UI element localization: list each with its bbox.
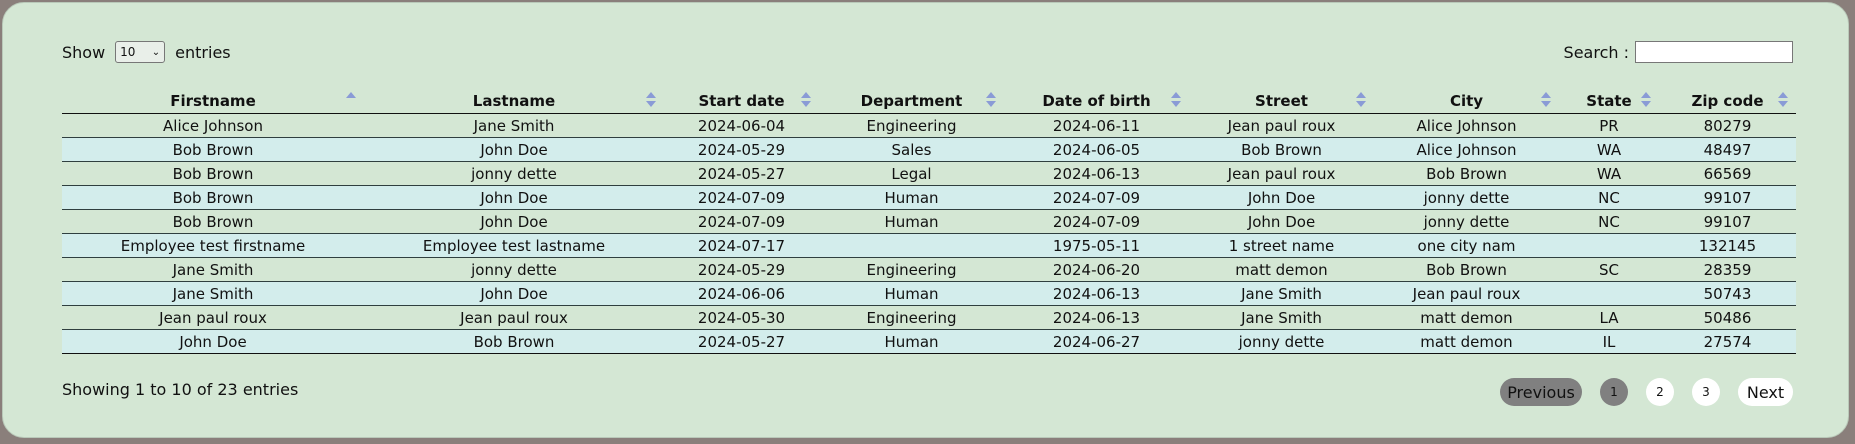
table-cell: Jean paul roux bbox=[364, 306, 664, 330]
table-cell: 2024-07-09 bbox=[1004, 210, 1189, 234]
column-header-label: Date of birth bbox=[1042, 92, 1151, 110]
table-cell: Human bbox=[819, 282, 1004, 306]
table-cell: Employee test lastname bbox=[364, 234, 664, 258]
table-cell: jonny dette bbox=[1374, 186, 1559, 210]
sort-icon bbox=[1356, 92, 1366, 108]
table-cell: jonny dette bbox=[1374, 210, 1559, 234]
table-cell: 28359 bbox=[1659, 258, 1796, 282]
table-cell: Employee test firstname bbox=[62, 234, 364, 258]
column-header-label: Department bbox=[860, 92, 963, 110]
table-cell: Engineering bbox=[819, 258, 1004, 282]
table-cell: John Doe bbox=[364, 282, 664, 306]
table-row bbox=[62, 282, 1796, 306]
table-cell: Jane Smith bbox=[1189, 306, 1374, 330]
table-cell: 2024-05-29 bbox=[664, 258, 819, 282]
table-cell: 2024-06-06 bbox=[664, 282, 819, 306]
table-cell: matt demon bbox=[1189, 258, 1374, 282]
table-cell: Human bbox=[819, 330, 1004, 354]
table-cell: 2024-07-09 bbox=[664, 186, 819, 210]
entries-label: entries bbox=[175, 42, 231, 62]
previous-button[interactable]: Previous bbox=[1500, 378, 1582, 406]
table-cell: NC bbox=[1559, 210, 1659, 234]
table-cell: 132145 bbox=[1659, 234, 1796, 258]
sort-ascending-icon bbox=[346, 92, 356, 108]
table-row bbox=[62, 330, 1796, 354]
search-control bbox=[1564, 41, 1793, 63]
header-row bbox=[62, 89, 1796, 114]
table-cell: jonny dette bbox=[364, 258, 664, 282]
table-cell: Bob Brown bbox=[1374, 258, 1559, 282]
table-cell: 2024-07-09 bbox=[664, 210, 819, 234]
table-cell: John Doe bbox=[364, 138, 664, 162]
table-cell: Jean paul roux bbox=[1374, 282, 1559, 306]
table-row bbox=[62, 162, 1796, 186]
pagination bbox=[1500, 378, 1793, 406]
column-header-label: Firstname bbox=[170, 92, 256, 110]
table-cell: Bob Brown bbox=[62, 186, 364, 210]
table-cell: Bob Brown bbox=[62, 162, 364, 186]
table-cell: Alice Johnson bbox=[62, 114, 364, 138]
table-cell: 1 street name bbox=[1189, 234, 1374, 258]
entries-per-page-value: 10 bbox=[120, 45, 136, 59]
table-cell: John Doe bbox=[1189, 186, 1374, 210]
page-1-button[interactable]: 1 bbox=[1600, 378, 1628, 406]
table-cell: Jane Smith bbox=[62, 258, 364, 282]
table-cell: 2024-06-27 bbox=[1004, 330, 1189, 354]
table-cell: Jean paul roux bbox=[62, 306, 364, 330]
table-cell: Jean paul roux bbox=[1189, 162, 1374, 186]
table-cell: Bob Brown bbox=[1374, 162, 1559, 186]
table-row bbox=[62, 138, 1796, 162]
table-row bbox=[62, 114, 1796, 138]
column-header-label: Start date bbox=[698, 92, 785, 110]
table-cell: 2024-05-27 bbox=[664, 162, 819, 186]
column-header-label: State bbox=[1586, 92, 1632, 110]
table-cell: 2024-07-09 bbox=[1004, 186, 1189, 210]
next-button[interactable]: Next bbox=[1738, 378, 1793, 406]
table-cell: John Doe bbox=[1189, 210, 1374, 234]
table-cell: Bob Brown bbox=[62, 138, 364, 162]
table-body bbox=[62, 114, 1796, 354]
table-cell: Legal bbox=[819, 162, 1004, 186]
show-label: Show bbox=[62, 42, 106, 62]
table-cell: Jane Smith bbox=[364, 114, 664, 138]
table-cell bbox=[1559, 282, 1659, 306]
table-cell: 80279 bbox=[1659, 114, 1796, 138]
table-cell: Engineering bbox=[819, 306, 1004, 330]
table-cell: jonny dette bbox=[364, 162, 664, 186]
sort-icon bbox=[801, 92, 811, 108]
table-cell: John Doe bbox=[364, 186, 664, 210]
table-cell: Bob Brown bbox=[62, 210, 364, 234]
table-cell: 99107 bbox=[1659, 210, 1796, 234]
column-header-label: Street bbox=[1255, 92, 1308, 110]
table-cell: 2024-06-05 bbox=[1004, 138, 1189, 162]
length-control bbox=[62, 41, 231, 63]
chevron-down-icon: ⌄ bbox=[151, 46, 161, 58]
table-cell: Bob Brown bbox=[364, 330, 664, 354]
table-cell: Alice Johnson bbox=[1374, 114, 1559, 138]
column-header[interactable] bbox=[1189, 89, 1374, 114]
table-cell: 2024-06-13 bbox=[1004, 306, 1189, 330]
table-row bbox=[62, 234, 1796, 258]
table-cell: 99107 bbox=[1659, 186, 1796, 210]
table-cell: 2024-06-11 bbox=[1004, 114, 1189, 138]
table-cell: Jane Smith bbox=[1189, 282, 1374, 306]
table-cell: Sales bbox=[819, 138, 1004, 162]
table-row bbox=[62, 186, 1796, 210]
table-cell: Engineering bbox=[819, 114, 1004, 138]
table-cell: Alice Johnson bbox=[1374, 138, 1559, 162]
sort-icon bbox=[986, 92, 996, 108]
table-row bbox=[62, 210, 1796, 234]
table-cell bbox=[1559, 234, 1659, 258]
table-row bbox=[62, 306, 1796, 330]
table-cell: 48497 bbox=[1659, 138, 1796, 162]
table-cell: 27574 bbox=[1659, 330, 1796, 354]
table-cell: 2024-06-13 bbox=[1004, 282, 1189, 306]
table-cell: 1975-05-11 bbox=[1004, 234, 1189, 258]
column-header-label: City bbox=[1449, 92, 1484, 110]
sort-icon bbox=[1541, 92, 1551, 108]
column-header-label: Lastname bbox=[472, 92, 556, 110]
table-cell: SC bbox=[1559, 258, 1659, 282]
table-cell bbox=[819, 234, 1004, 258]
table-cell: 2024-06-13 bbox=[1004, 162, 1189, 186]
sort-icon bbox=[646, 92, 656, 108]
table-cell: John Doe bbox=[364, 210, 664, 234]
table-panel bbox=[2, 2, 1849, 438]
entries-per-page-select[interactable] bbox=[115, 41, 165, 63]
table-cell: Jean paul roux bbox=[1189, 114, 1374, 138]
column-header[interactable] bbox=[1559, 89, 1659, 114]
employee-table bbox=[62, 89, 1796, 354]
table-cell: NC bbox=[1559, 186, 1659, 210]
search-label: Search : bbox=[1563, 42, 1629, 62]
column-header[interactable] bbox=[819, 89, 1004, 114]
table-cell: 50743 bbox=[1659, 282, 1796, 306]
column-header[interactable] bbox=[664, 89, 819, 114]
table-cell: Jane Smith bbox=[62, 282, 364, 306]
table-cell: LA bbox=[1559, 306, 1659, 330]
table-cell: matt demon bbox=[1374, 330, 1559, 354]
table-cell: 2024-06-20 bbox=[1004, 258, 1189, 282]
table-cell: 66569 bbox=[1659, 162, 1796, 186]
table-cell: WA bbox=[1559, 138, 1659, 162]
sort-icon bbox=[1171, 92, 1181, 108]
table-cell: jonny dette bbox=[1189, 330, 1374, 354]
table-cell: 2024-06-04 bbox=[664, 114, 819, 138]
table-cell: PR bbox=[1559, 114, 1659, 138]
page-2-button[interactable]: 2 bbox=[1646, 378, 1674, 406]
table-cell: 50486 bbox=[1659, 306, 1796, 330]
table-cell: 2024-05-29 bbox=[664, 138, 819, 162]
table-cell: WA bbox=[1559, 162, 1659, 186]
page-3-button[interactable]: 3 bbox=[1692, 378, 1720, 406]
column-header[interactable] bbox=[1659, 89, 1796, 114]
table-cell: matt demon bbox=[1374, 306, 1559, 330]
column-header[interactable] bbox=[364, 89, 664, 114]
table-info: Showing 1 to 10 of 23 entries bbox=[62, 380, 299, 399]
sort-icon bbox=[1778, 92, 1788, 108]
sort-icon bbox=[1641, 92, 1651, 108]
table-cell: Human bbox=[819, 186, 1004, 210]
table-cell: 2024-07-17 bbox=[664, 234, 819, 258]
table-cell: IL bbox=[1559, 330, 1659, 354]
table-cell: one city nam bbox=[1374, 234, 1559, 258]
table-cell: 2024-05-30 bbox=[664, 306, 819, 330]
search-input[interactable] bbox=[1635, 41, 1793, 63]
table-row bbox=[62, 258, 1796, 282]
table-cell: Human bbox=[819, 210, 1004, 234]
table-cell: 2024-05-27 bbox=[664, 330, 819, 354]
column-header[interactable] bbox=[62, 89, 364, 114]
table-cell: Bob Brown bbox=[1189, 138, 1374, 162]
column-header-label: Zip code bbox=[1691, 92, 1764, 110]
column-header[interactable] bbox=[1004, 89, 1189, 114]
column-header[interactable] bbox=[1374, 89, 1559, 114]
table-cell: John Doe bbox=[62, 330, 364, 354]
